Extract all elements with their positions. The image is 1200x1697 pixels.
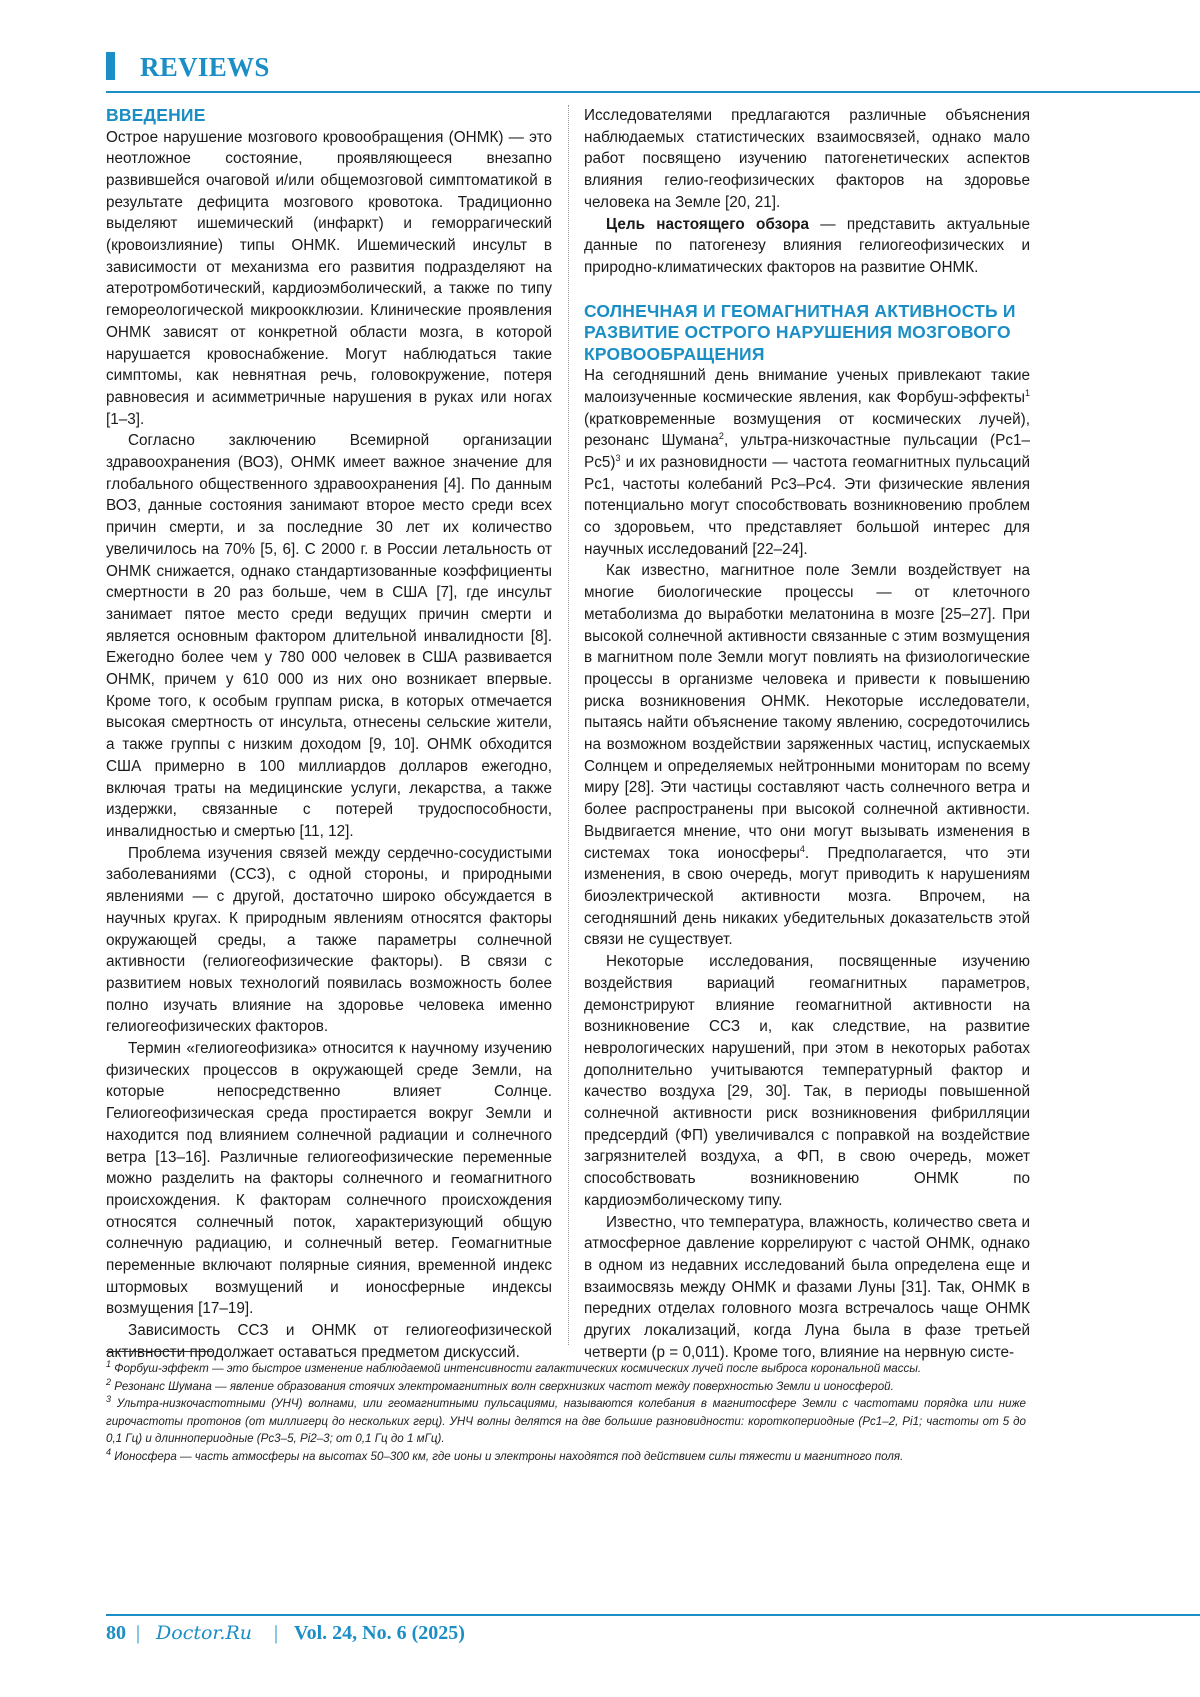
footer-divider [106, 1614, 1200, 1616]
heading-introduction: ВВЕДЕНИЕ [106, 105, 552, 127]
footnote-text: Форбуш-эффект — это быстрое изменение наблюдаемой интенсивности галактических космических лучей после выброса корональной массы. [111, 1362, 921, 1375]
footnote-ref[interactable]: 3 [615, 453, 620, 463]
footnote-divider [106, 1351, 212, 1352]
paragraph: Согласно заключению Всемирной организации здравоохранения (ВОЗ), ОНМК имеет важное значение для глобального общественного здравоохранения [4]. По данным ВОЗ, данные состояния занимают второе место среди всех причин смерти, и за последние 30 лет их количество увеличилось на 70% [5, 6]. С 2000 г. в России летальность от ОНМК снижается, однако стандартизованные коэффициенты смертности в 20 раз больше, чем в США [7], где инсульт занимает пятое место среди ведущих причин смерти и является основным фактором длительной инвалидности [8]. Ежегодно более чем у 780 000 человек в США развивается ОНМК, причем у 610 000 из них оно возникает впервые. Кроме того, к особым группам риска, в которых отмечается высокая смертность от инсульта, отнесены сельские жители, а также группы с низким доходом [9, 10]. ОНМК обходится США примерно в 100 миллиардов долларов ежегодно, включая траты на медицинские услуги, лекарства, а также издержки, связанные с потерей трудоспособности, инвалидностью и смертью [11, 12]. [106, 430, 552, 842]
text: , ультра-низкочастные пульсации (Pc1–Pc5) [584, 432, 1030, 471]
aim-text: — представить актуальные данные по патогенезу влияния гелиогеофизических и природно-климатических факторов на развитие ОНМК. [584, 216, 1030, 276]
footnote-text: Ультра-низкочастотными (УНЧ) волнами, или геомагнитными пульсациями, называются колебания в магнитосфере Земли с частотами порядка или ниже гирочастоты протонов (от миллигерц до нескольких герц). УНЧ волны делятся на две большие разновидности: короткопериодные (Pc1–2, Pi1; частоты от 5 до 0,1 Гц) и длиннопериодные (Pc3–5, Pi2–3; от 0,1 Гц до 1 мГц). [106, 1397, 1026, 1445]
paragraph: Зависимость ССЗ и ОНМК от гелиогеофизической активности продолжает оставаться предметом дискуссий. [106, 1320, 552, 1363]
paragraph: Острое нарушение мозгового кровообращения (ОНМК) — это неотложное состояние, проявляющееся внезапно развившейся очаговой и/или общемозговой симптоматикой в результате дефицита мозгового кровотока. Традиционно выделяют ишемический (инфаркт) и геморрагический (кровоизлияние) типы ОНМК. Ишемический инсульт в зависимости от механизма его развития подразделяют на атеротромботический, кардиоэмболический, а также по типу гемореологической микроокклюзии. Клинические проявления ОНМК зависят от конкретной области мозга, в которой нарушается кровоснабжение. Могут наблюдаться такие симптомы, как невнятная речь, головокружение, потеря равновесия и асимметричные нарушения в руках или ногах [1–3]. [106, 127, 552, 431]
footnotes [106, 1360, 1026, 1465]
aim-label: Цель настоящего обзора [606, 216, 809, 233]
footnote-ref[interactable]: 2 [719, 431, 724, 441]
text: . Предполагается, что эти изменения, в свою очередь, могут приводить к нарушениям биоэлектрической активности мозга. Впрочем, на сегодняшний день никаких убедительных доказательств этой связи не существует. [584, 845, 1030, 949]
footnote [106, 1448, 1026, 1466]
right-column [584, 105, 1030, 1363]
footnote [106, 1360, 1026, 1378]
footnote-ref[interactable]: 4 [800, 844, 805, 854]
footnote-text: Резонанс Шумана — явление образования стоячих электромагнитных волн сверхнизких частот между поверхностью Земли и ионосферой. [111, 1380, 894, 1393]
footnote-number: 4 [106, 1447, 111, 1457]
text: (кратковременные возмущения от космических лучей), резонанс Шумана [584, 411, 1030, 450]
footnote [106, 1395, 1026, 1448]
section-marker [106, 52, 115, 80]
volume-info: Vol. 24, No. 6 (2025) [294, 1622, 465, 1644]
paragraph: Некоторые исследования, посвященные изучению воздействия вариаций геомагнитных параметров, демонстрируют влияние геомагнитной активности на возникновение ССЗ и, как следствие, на развитие неврологических нарушений, при этом в некоторых работах дополнительно учитываются температурный фактор и качество воздуха [29, 30]. Так, в периоды повышенной солнечной активности риск возникновения фибрилляции предсердий (ФП) увеличивался с поправкой на воздействие загрязнителей воздуха, а ФП, в свою очередь, может способствовать возникновению ОНМК по кардиоэмболическому типу. [584, 951, 1030, 1211]
separator: | [274, 1622, 278, 1644]
text: и их разновидности — частота геомагнитных пульсаций Pc1, частоты колебаний Pc3–Pc4. Эти физические явления потенциально могут способствовать возникновению проблем со здоровьем, что представляет большой интерес для научных исследований [22–24]. [584, 454, 1030, 558]
column-divider [568, 105, 569, 1345]
paragraph-aim [584, 214, 1030, 279]
footnote [106, 1378, 1026, 1396]
journal-logo: Doctor.Ru [156, 1622, 252, 1644]
text: На сегодняшний день внимание ученых привлекают такие малоизученные космические явления, как Форбуш-эффекты [584, 367, 1030, 406]
header-divider [106, 91, 1200, 93]
left-column [106, 105, 552, 1364]
section-title: REVIEWS [140, 52, 270, 83]
paragraph [584, 365, 1030, 560]
paragraph: Проблема изучения связей между сердечно-сосудистыми заболеваниями (ССЗ), с одной стороны, и природными явлениями — с другой, достаточно широко обсуждается в научных кругах. К природным явлениям относятся факторы окружающей среды, а также параметры солнечной активности (гелиогеофизические факторы). В связи с развитием новых технологий появилась возможность более полно изучать влияние на здоровье человека именно гелиогеофизических факторов. [106, 843, 552, 1038]
text: Как известно, магнитное поле Земли воздействует на многие биологические процессы — от клеточного метаболизма до выработки мелатонина в мозге [25–27]. При высокой солнечной активности связанные с этим возмущения в магнитном поле Земли могут повлиять на физиологические процессы в организме человека и привести к повышению риска возникновения ОНМК. Некоторые исследователи, пытаясь найти объяснение такому явлению, сосредоточились на возможном воздействии заряженных частиц, испускаемых Солнцем и определяемых нейтронными мониторам по всему миру [28]. Эти частицы составляют часть солнечного ветра и более распространены при высокой солнечной активности. Выдвигается мнение, что они могут вызывать изменения в системах тока ионосферы [584, 562, 1030, 861]
footer [106, 1622, 465, 1645]
paragraph [584, 560, 1030, 951]
footnote-number: 3 [106, 1394, 111, 1404]
heading-solar-activity: СОЛНЕЧНАЯ И ГЕОМАГНИТНАЯ АКТИВНОСТЬ И РАЗВИТИЕ ОСТРОГО НАРУШЕНИЯ МОЗГОВОГО КРОВООБРАЩЕНИЯ [584, 301, 1030, 366]
paragraph: Термин «гелиогеофизика» относится к научному изучению физических процессов в окружающей среде Земли, на которые непосредственно влияет Солнце. Гелиогеофизическая среда простирается вокруг Земли и находится под влиянием солнечной радиации и солнечного ветра [13–16]. Различные гелиогеофизические переменные можно разделить на факторы солнечного и геомагнитного происхождения. К факторам солнечного происхождения относятся солнечный поток, характеризующий общую солнечную радиацию, и солнечный ветер. Геомагнитные переменные включают полярные сияния, временной индекс штормовых возмущений и ионосферные индексы возмущения [17–19]. [106, 1038, 552, 1320]
separator: | [136, 1622, 140, 1644]
page-number: 80 [106, 1622, 126, 1644]
footnote-ref[interactable]: 1 [1025, 388, 1030, 398]
footnote-number: 2 [106, 1377, 111, 1387]
footnote-text: Ионосфера — часть атмосферы на высотах 50–300 км, где ионы и электроны находятся под действием силы тяжести и магнитного поля. [111, 1450, 903, 1463]
paragraph: Исследователями предлагаются различные объяснения наблюдаемых статистических взаимосвязей, однако мало работ посвящено изучению патогенетических аспектов влияния гелио-геофизических факторов на здоровье человека на Земле [20, 21]. [584, 105, 1030, 214]
paragraph: Известно, что температура, влажность, количество света и атмосферное давление коррелируют с частой ОНМК, однако в одном из недавних исследований была определена еще и взаимосвязь между ОНМК и фазами Луны [31]. Так, ОНМК в передних отделах головного мозга встречалось чаще ОНМК других локализаций, когда Луна была в фазе третьей четверти (p = 0,011). Кроме того, влияние на нервную систе- [584, 1212, 1030, 1364]
footnote-number: 1 [106, 1359, 111, 1369]
